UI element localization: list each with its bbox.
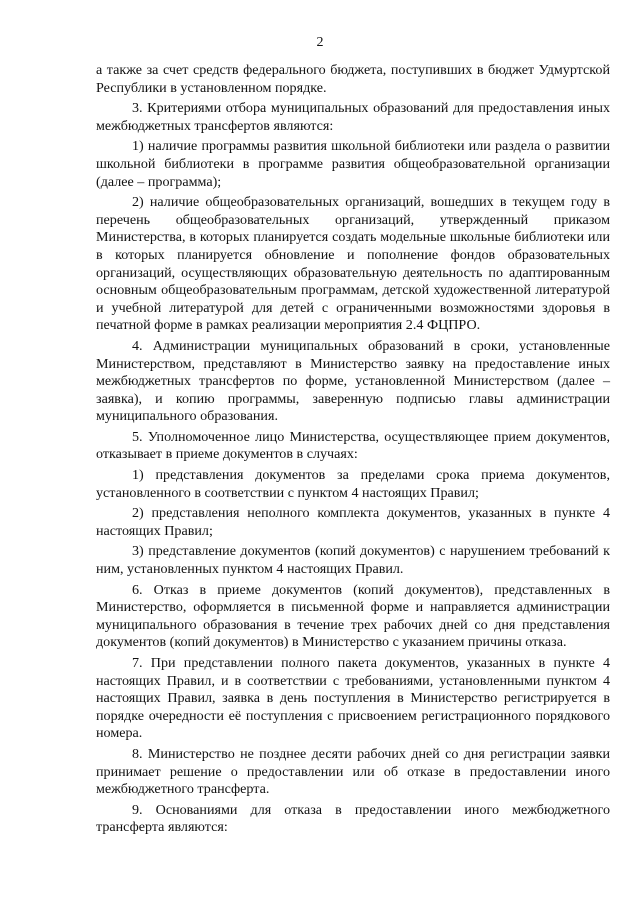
- paragraph-item-3-1: 1) наличие программы развития школьной библиотеки или раздела о развитии школьной библиотеки в программе развития общеобразовательной организации (далее – программа);: [96, 138, 610, 190]
- paragraph-item-6: 6. Отказ в приеме документов (копий документов), представленных в Министерство, оформляется в письменной форме и направляется администрации муниципального образования в течение трех рабочих дней со дня представления документов (копий документов) в Министерство с указанием причины отказа.: [96, 581, 610, 651]
- page-number: 2: [316, 35, 324, 50]
- document-body: [96, 62, 610, 840]
- paragraph-item-8: 8. Министерство не позднее десяти рабочих дней со дня регистрации заявки принимает решение о предоставлении или об отказе в предоставлении иного межбюджетного трансферта.: [96, 745, 610, 798]
- paragraph-item-3: 3. Критериями отбора муниципальных образований для предоставления иных межбюджетных трансфертов являются:: [96, 100, 610, 134]
- paragraph-item-9: 9. Основаниями для отказа в предоставлении иного межбюджетного трансферта являются:: [96, 801, 610, 836]
- paragraph-continuation: а также за счет средств федерального бюджета, поступивших в бюджет Удмуртской Республики в установленном порядке.: [96, 62, 610, 96]
- paragraph-item-3-2: 2) наличие общеобразовательных организаций, вошедших в текущем году в перечень общеобразовательных организаций, утвержденный приказом Министерства, в которых планируется создать модельные школьные библиотеки или в которых планируется обновление и пополнение фондов образовательных организаций, осуществляющих образовательную деятельность по адаптированным основным общеобразовательным программам, детской художественной литературой и учебной литературой для детей с ограниченными возможностями здоровья в печатной форме в рамках реализации мероприятия 2.4 ФЦПРО.: [96, 194, 610, 334]
- paragraph-item-5: 5. Уполномоченное лицо Министерства, осуществляющее прием документов, отказывает в приеме документов в случаях:: [96, 428, 610, 463]
- paragraph-item-5-1: 1) представления документов за пределами срока приема документов, установленного в соответствии с пунктом 4 настоящих Правил;: [96, 467, 610, 501]
- paragraph-item-5-3: 3) представление документов (копий документов) с нарушением требований к ним, установленных пунктом 4 настоящих Правил.: [96, 543, 610, 578]
- paragraph-item-7: 7. При представлении полного пакета документов, указанных в пункте 4 настоящих Правил, и в соответствии с требованиями, установленными пунктом 4 настоящих Правил, заявка в день поступления в Министерство регистрируется в порядке очередности её поступления с присвоением регистрационного порядкового номера.: [96, 655, 610, 742]
- paragraph-item-5-2: 2) представления неполного комплекта документов, указанных в пункте 4 настоящих Правил;: [96, 505, 610, 539]
- paragraph-item-4: 4. Администрации муниципальных образований в сроки, установленные Министерством, представляют в Министерство заявку на предоставление иных межбюджетных трансфертов по форме, установленной Министерством (далее – заявка), и копию программы, заверенную подписью главы администрации муниципального образования.: [96, 337, 610, 425]
